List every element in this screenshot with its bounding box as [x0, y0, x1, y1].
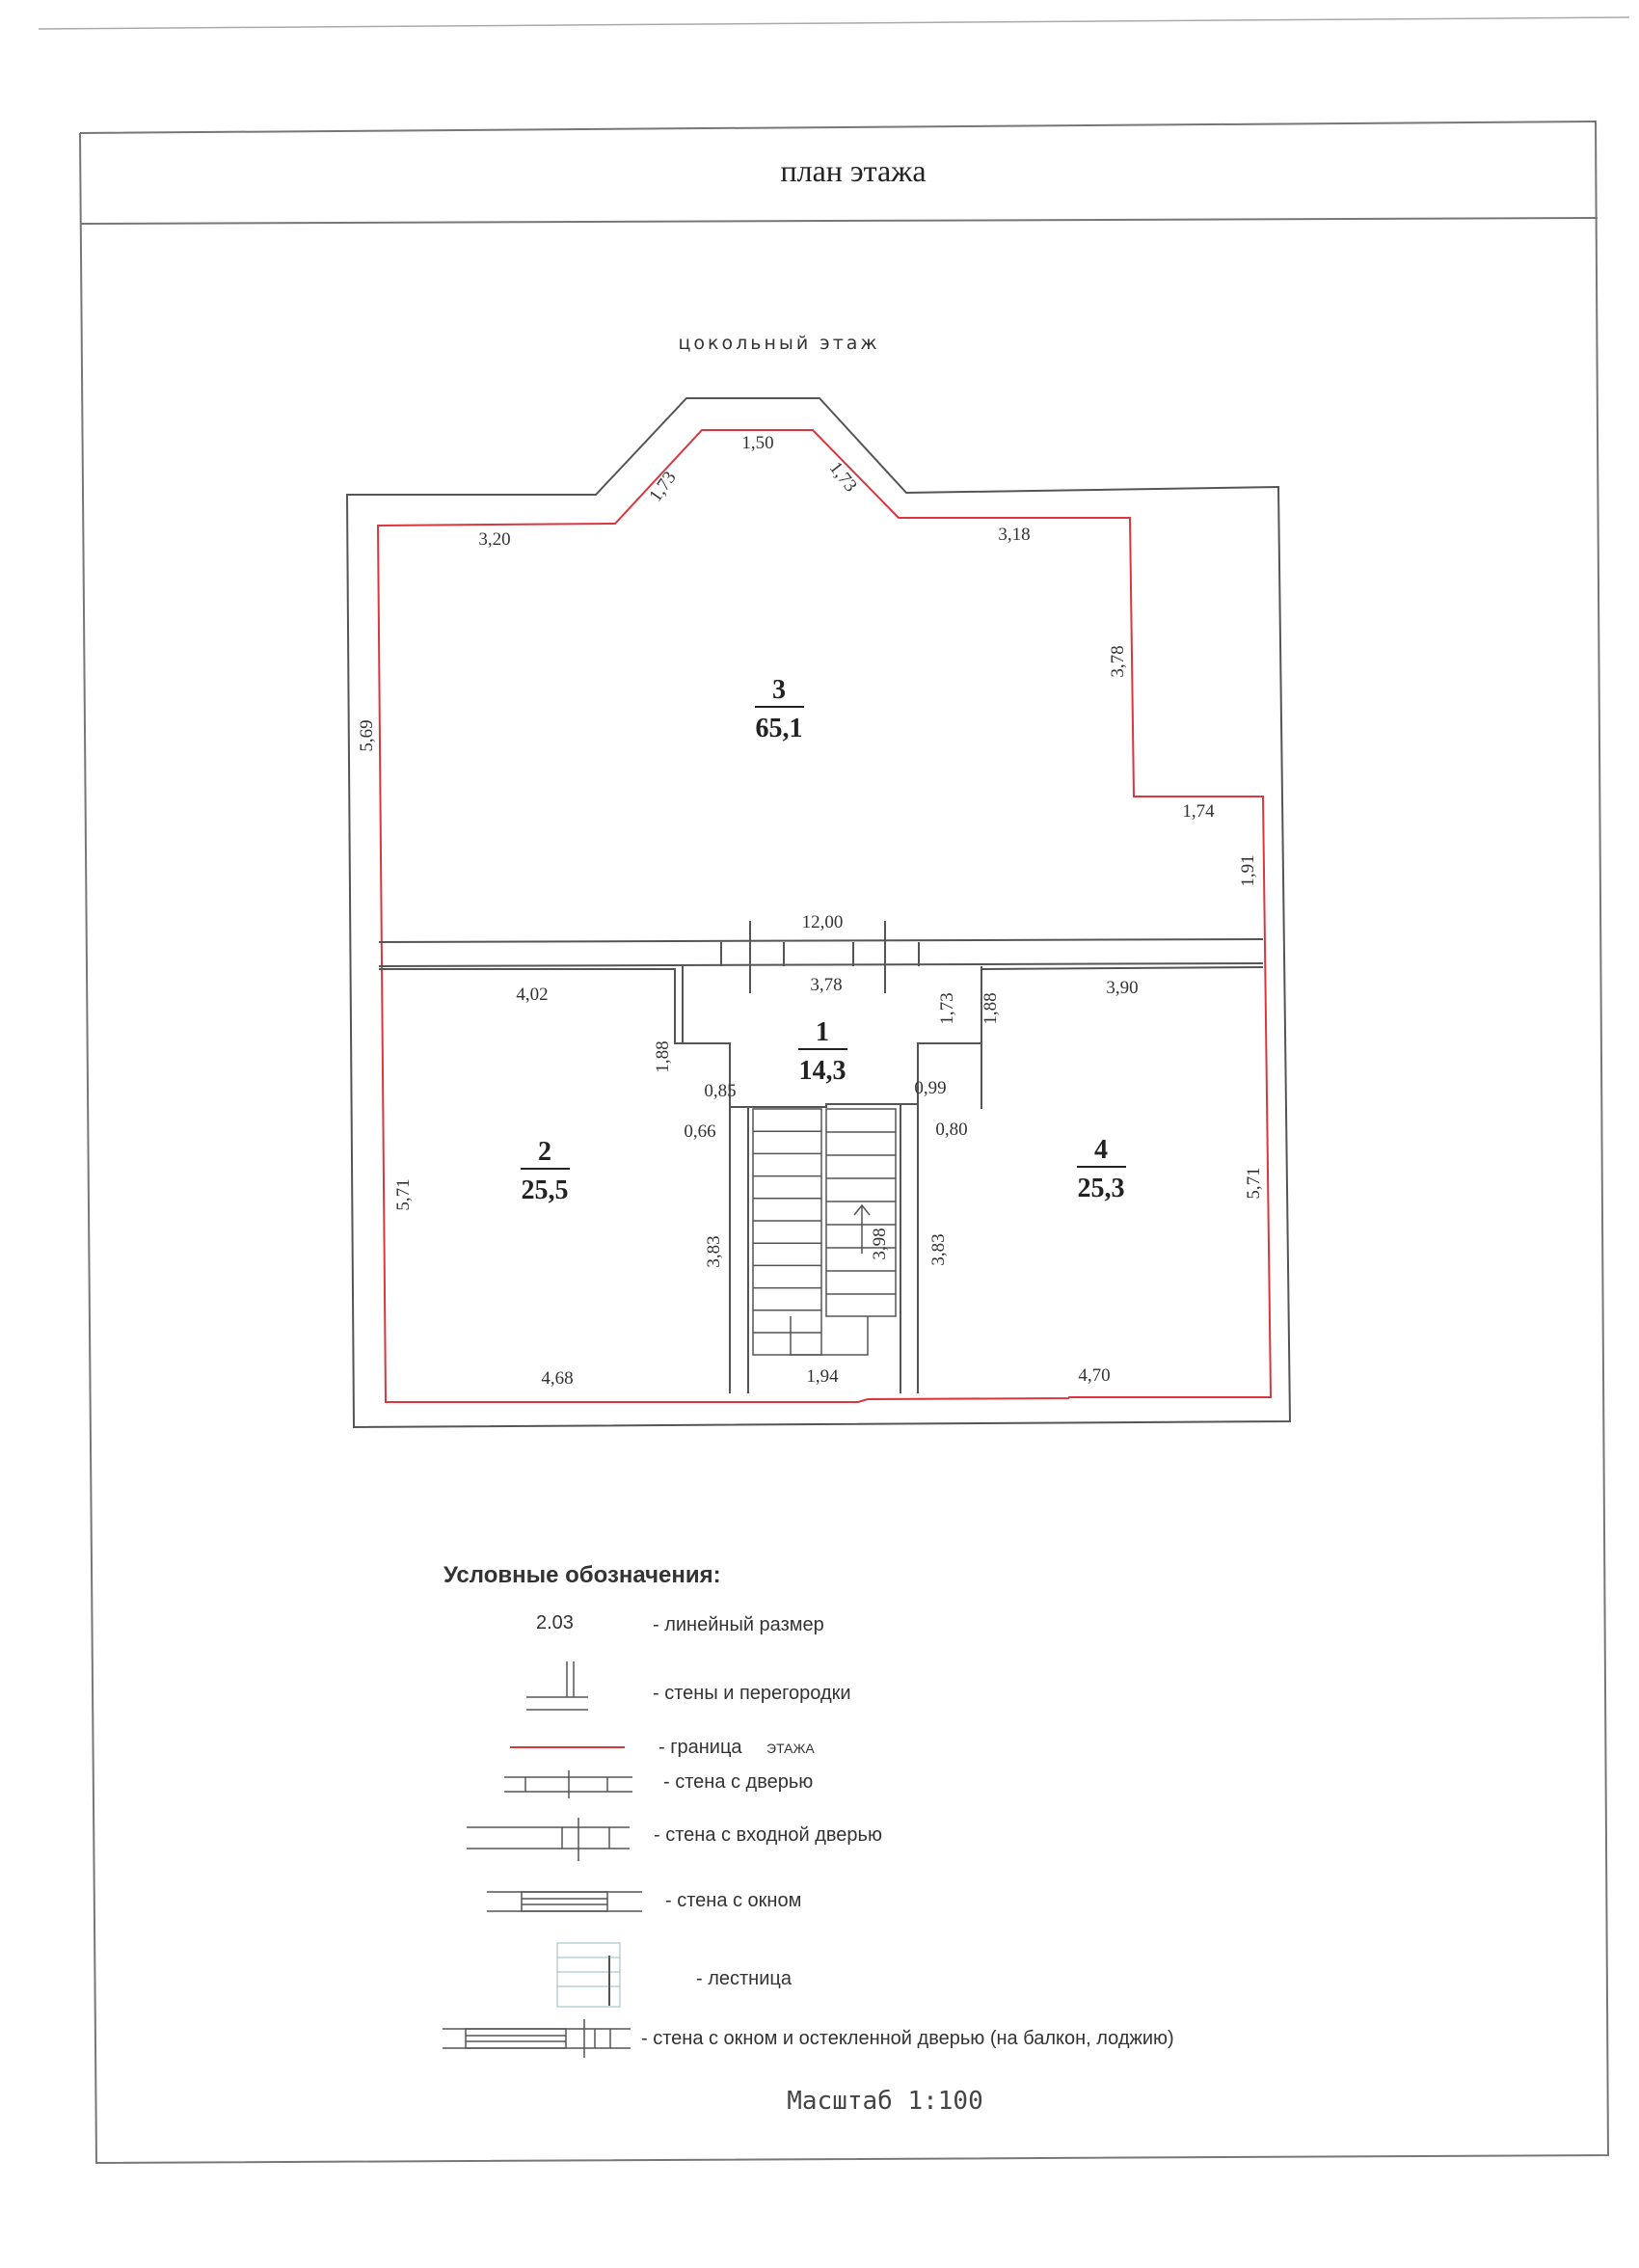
legend-window-wall-label: - стена с окном — [665, 1890, 802, 1911]
dim-top-left: 3,20 — [478, 529, 511, 550]
legend-heading: Условные обозначения: — [443, 1562, 721, 1588]
dim-hall-right: 3,83 — [928, 1233, 949, 1266]
room-3-area: 65,1 — [755, 714, 803, 743]
legend-door-wall-symbol — [504, 1770, 632, 1798]
dim-hall-left-offset: 0,66 — [684, 1121, 716, 1142]
dim-hall-left: 3,83 — [704, 1235, 724, 1268]
dim-diag-right: 1,73 — [824, 458, 861, 497]
dim-room1-left: 1,88 — [653, 1040, 673, 1073]
room-1-number: 1 — [816, 1017, 829, 1047]
legend — [443, 1562, 1174, 2116]
dim-stair: 3,98 — [870, 1228, 890, 1260]
floor-name: цокольный этаж — [678, 333, 880, 354]
dim-room4-bottom: 4,70 — [1078, 1365, 1111, 1386]
room-1-area: 14,3 — [798, 1056, 846, 1086]
legend-wall-symbol — [526, 1661, 588, 1710]
dim-room1-right-offset: 0,99 — [914, 1078, 947, 1098]
legend-stairs-symbol — [557, 1943, 620, 2007]
dim-room2-top: 4,02 — [516, 985, 549, 1005]
legend-entrance-door-symbol — [467, 1818, 630, 1861]
dim-total-width: 12,00 — [801, 912, 844, 932]
room-4-label — [1077, 1135, 1126, 1203]
dim-hall-right-offset: 0,80 — [935, 1120, 968, 1140]
room-4-number: 4 — [1094, 1135, 1108, 1165]
room-4-area: 25,3 — [1077, 1174, 1125, 1203]
stair-right-flight — [826, 1109, 896, 1316]
dim-right-upper: 3,78 — [1108, 645, 1128, 678]
sheet-frame — [80, 122, 1608, 2163]
legend-entrance-door-label: - стена с входной дверью — [654, 1824, 882, 1846]
dim-hall-bottom: 1,94 — [806, 1366, 839, 1387]
document-title: план этажа — [780, 153, 927, 188]
legend-dimension-label: - линейный размер — [653, 1614, 824, 1635]
legend-window-glass-door-symbol — [443, 2019, 631, 2058]
dim-room1-width: 3,78 — [810, 975, 843, 995]
dim-room4-top: 3,90 — [1106, 978, 1139, 998]
legend-stairs-label: - лестница — [696, 1968, 792, 1989]
legend-window-glass-door-label: - стена с окном и остекленной дверью (на балкон, лоджию) — [641, 2028, 1174, 2049]
room-1-label — [798, 1017, 847, 1086]
scan-edge-line — [39, 17, 1629, 29]
legend-door-wall-label: - стена с дверью — [663, 1771, 814, 1793]
room-3-label — [755, 675, 804, 743]
room-2-number: 2 — [538, 1137, 551, 1167]
dim-room2-left: 5,71 — [393, 1178, 414, 1211]
stair-left-flight — [753, 1109, 821, 1355]
dim-top-center: 1,50 — [741, 433, 774, 453]
dim-step-width: 1,74 — [1182, 801, 1215, 822]
legend-dimension-symbol: 2.03 — [536, 1612, 574, 1634]
dim-diag-left: 1,73 — [645, 468, 681, 506]
dim-room1-left-offset: 0,85 — [704, 1081, 737, 1101]
room-2-area: 25,5 — [521, 1175, 569, 1205]
dimension-labels — [357, 433, 1264, 1389]
dim-room1-right-a: 1,73 — [937, 992, 957, 1025]
dim-room4-right: 5,71 — [1244, 1167, 1264, 1200]
dim-room1-right-b: 1,88 — [981, 992, 1001, 1025]
dim-top-right: 3,18 — [998, 525, 1031, 545]
dim-left-upper: 5,69 — [357, 719, 377, 752]
stair-landing — [791, 1316, 868, 1355]
legend-boundary-label: - граница — [658, 1737, 742, 1758]
dim-step-height: 1,91 — [1238, 854, 1258, 887]
legend-wall-label: - стены и перегородки — [653, 1683, 851, 1704]
room-3-number: 3 — [772, 675, 786, 705]
scale-label: Масштаб 1:100 — [787, 2087, 983, 2116]
legend-window-wall-symbol — [487, 1892, 642, 1911]
dim-room2-bottom: 4,68 — [541, 1368, 574, 1389]
legend-boundary-suffix: ЭТАЖА — [766, 1741, 815, 1756]
room-2-label — [521, 1137, 570, 1205]
